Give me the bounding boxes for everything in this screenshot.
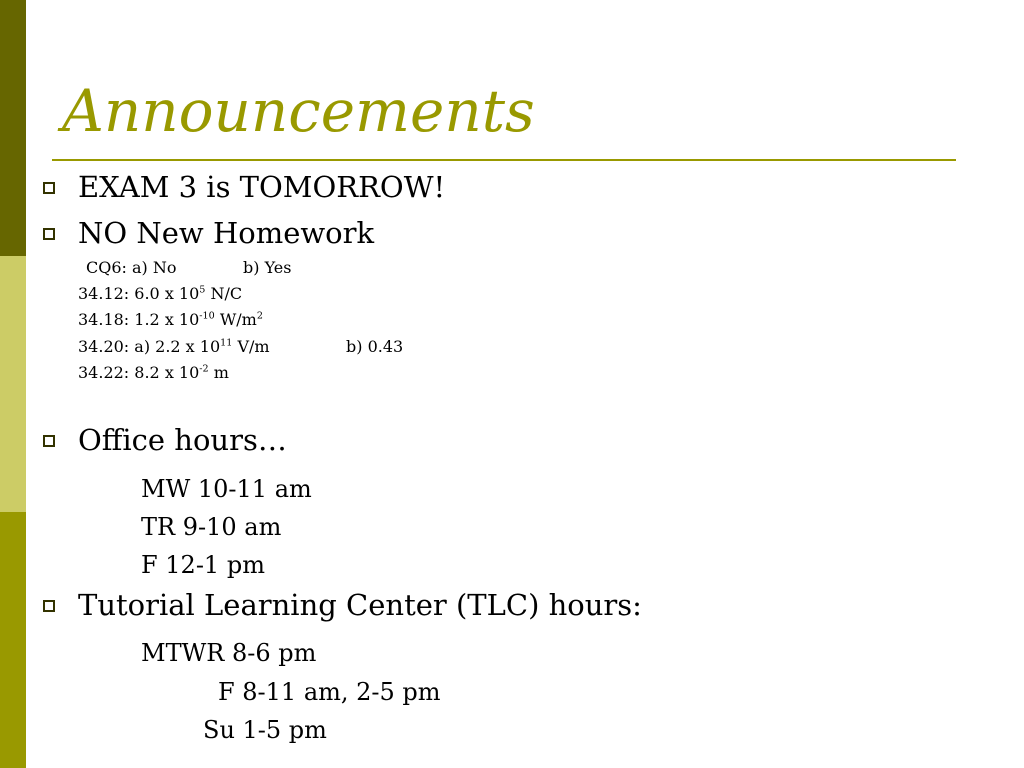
tlc-hours-line: MTWR 8-6 pm	[141, 639, 317, 667]
side-bar-top	[0, 0, 26, 256]
answer-34-12: 34.12: 6.0 x $10^5$ N/C	[78, 284, 243, 303]
slide-title: Announcements	[62, 77, 535, 145]
answer-34-22: 34.22: 8.2 x $10^{-2}$ m	[78, 363, 229, 382]
side-bar-middle	[0, 256, 26, 512]
square-bullet-icon	[43, 600, 55, 612]
tlc-hours-line: F 8-11 am, 2-5 pm	[218, 678, 441, 706]
bullet-tlc-hours: Tutorial Learning Center (TLC) hours:	[78, 588, 642, 622]
tlc-hours-line: Su 1-5 pm	[203, 716, 327, 744]
office-hours-line: MW 10-11 am	[141, 475, 312, 503]
office-hours-line: TR 9-10 am	[141, 513, 282, 541]
bullet-exam: EXAM 3 is TOMORROW!	[78, 170, 446, 204]
office-hours-line: F 12-1 pm	[141, 551, 265, 579]
side-bar-bottom	[0, 512, 26, 768]
square-bullet-icon	[43, 435, 55, 447]
answer-34-20-a: 34.20: a) 2.2 x $10^{11}$ V/m	[78, 337, 270, 356]
square-bullet-icon	[43, 228, 55, 240]
answer-34-20-b: b) 0.43	[346, 337, 404, 356]
title-divider	[52, 159, 956, 161]
square-bullet-icon	[43, 182, 55, 194]
bullet-office-hours: Office hours…	[78, 423, 287, 457]
bullet-homework: NO New Homework	[78, 216, 375, 250]
answer-cq6-b: b) Yes	[243, 258, 292, 277]
answer-34-18: 34.18: 1.2 x $10^{-10}$ $W/m^2$	[78, 310, 263, 329]
answer-cq6-a: CQ6: a) No	[86, 258, 177, 277]
